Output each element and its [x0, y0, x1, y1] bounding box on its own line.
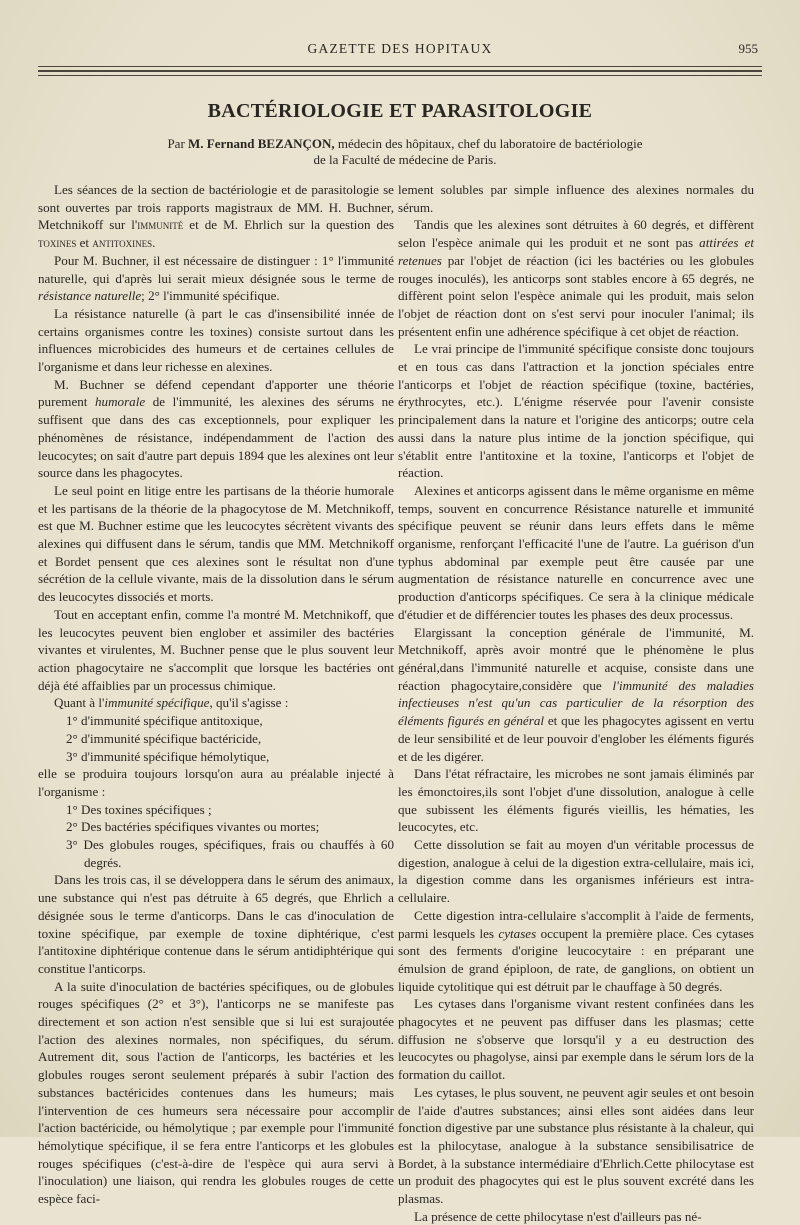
paragraph — [398, 624, 754, 766]
byline — [60, 136, 750, 168]
text: attirées et retenues — [398, 235, 754, 268]
byline-prefix: Par — [167, 136, 185, 151]
text: Quant à l' — [54, 695, 105, 711]
paragraph: A la suite d'inoculation de bactéries spécifiques, ou de globules rouges spécifiques (2° et 3°), l'anticorps ne se manifeste pas directement et son action n'est sensible que si lui est surajoutée l'action des alexines normales, non spécifiques, du sérum. Autrement dit, sous l'action de l'anticorps, les bactéries et les globules rouges seront seulement préparés à subir l'action des substances bactéricides contenues dans les humeurs; mais l'intervention de ces humeurs sera nécessaire pour accomplir l'action bactéricide, ou hémolytique ; par exemple pour l'immunité hémolytique spécifique, il se fera entre l'anticorps et les globules rouges spécifiques (c'est-à-dire de l'espèce qui aura servi à l'inoculation) une liaison, qui rendra les globules rouges de cette espèce faci- — [38, 978, 394, 1207]
paragraph — [38, 252, 394, 305]
header-rule-top — [38, 66, 762, 67]
author-name: M. Fernand BEZANÇON, — [188, 136, 335, 151]
text: antitoxines — [92, 235, 153, 251]
text: Cette digestion intra-cellulaire s'accomplit à l'aide de ferments, parmi lesquels les — [398, 907, 754, 941]
text: toxines — [38, 235, 77, 251]
text: humorale — [94, 394, 146, 410]
paragraph: Alexines et anticorps agissent dans le même organisme en même temps, souvent en concurrence Résistance naturelle et immunité spécifique peuvent se réunir dans leurs effets dans le même organisme, renforçant l'efficacité l'une de l'autre. La guérison d'un typhus abdominal par exemple peut être causée par une augmentation de résistance naturelle en concurrence avec une production d'anticorps spécifiques. Ce sera à la clinique médicale d'étudier et de différencier toutes les phases des deux processus. — [398, 482, 754, 622]
text: et de M. Ehrlich sur la question des — [183, 217, 394, 233]
text: résistance naturelle — [38, 288, 142, 304]
text: immunité spécifique — [104, 695, 210, 711]
paragraph — [38, 694, 394, 712]
text: l'immunité des maladies infectieuses n'est qu'un cas particulier de la résorption des éléments figurés en général — [398, 677, 755, 729]
paragraph: Le seul point en litige entre les partisans de la théorie humorale et les partisans de la théorie de la phagocytose de M. Metchnikoff, est que M. Buchner estime que les leucocytes sécrètent vivants des alexines qui diffusent dans le sérum, tandis que MM. Metchnikoff et Bordet pensent que ces alexines sont le résultat non d'une sécrétion de la cellule vivante, mais de la dissolution dans le sérum des leucocytes dissociés et morts. — [38, 482, 394, 605]
text: ; 2° l'immunité spécifique. — [141, 288, 280, 304]
paragraph: Dans les trois cas, il se développera dans le sérum des animaux, une substance qui n'est pas détruite à 65 degrés, que Ehrlich a désignée sous le terme d'anticorps. Dans le cas d'inoculation de toxine spécifique, par exemple de toxine diphtérique, c'est l'antitoxine diphtérique contenue dans le sérum antidiphtérique qui constitue l'anticorps. — [38, 872, 394, 976]
text: immunité — [137, 217, 184, 233]
header-rule-bottom — [38, 75, 762, 76]
paragraph — [38, 376, 394, 482]
text: . — [152, 235, 156, 251]
paragraph: Les cytases, le plus souvent, ne peuvent agir seules et ont besoin de l'aide d'autres substances; ainsi elles sont aidées dans leur fonction digestive par une substance plus résistante à la chaleur, qui est la philocytase, analogue à la substance sensibilisatrice de Bordet, à la substance intermédiaire d'Ehrlich.Cette philocytase est un produit des phagocytes qui est le plus souvent excrété dans les plasmas. — [398, 1084, 754, 1207]
running-title: GAZETTE DES HOPITAUX — [307, 41, 493, 56]
byline-line-2: de la Faculté de médecine de Paris. — [313, 152, 497, 167]
left-column — [38, 181, 394, 1208]
text: et que les phagocytes agissent en vertu de leur sensibilité et de leur pouvoir d'englober les éléments figurés et de les digérer. — [398, 713, 754, 764]
header-rule-middle — [38, 70, 762, 72]
list-item: 1° Des toxines spécifiques ; — [66, 801, 212, 817]
text: et — [76, 235, 93, 251]
text: occupent la première place. Ces cytases sont des ferments d'origine leucocytaire : en préparant une émulsion de grand épiploon, de rate, de ganglions, on obtient un liquide cytolitique qui est détruit par le chauffage à 50 degrés. — [398, 925, 754, 994]
paragraph: La résistance naturelle (à part le cas d'insensibilité innée de certains organismes contre les toxines) consiste surtout dans les influences microbicides des humeurs et de certaines cellules de l'organisme et dans leur richesse en alexines. — [38, 305, 394, 375]
list-item: 3° d'immunité spécifique hémolytique, — [66, 748, 270, 764]
paragraph: Le vrai principe de l'immunité spécifique consiste donc toujours et en tous cas dans l'attraction et la jonction spéciales entre l'anticorps et l'objet de réaction spécifique (toxine, bactéries, érythrocytes, etc.). L'énigme réservée pour l'avenir consiste principalement dans la nature et l'origine des anticorps; outre cela aussi dans la nature plus intime de la jonction spécifique, qui s'établit entre l'antitoxine et la toxine, l'anticorps et l'objet de réaction. — [398, 341, 754, 481]
paragraph: Les cytases dans l'organisme vivant restent confinées dans les phagocytes et ne peuvent pas diffuser dans les plasmas; cette diffusion ne s'observe que lorsqu'il y a eu destruction des leucocytes ou phagolyse, ainsi par exemple dans le sérum lors de la formation du caillot. — [398, 996, 754, 1083]
text: de l'immunité, les alexines des sérums ne suffisent que dans des cas exceptionnels, pour expliquer les phénomènes de résistance, indépendamment de l'action des leucocytes; on sait d'autre part depuis 1894 que les alexines ont leur source dans les phagocytes. — [38, 394, 394, 481]
author-title: médecin des hôpitaux, chef du laboratoire de bactériologie — [337, 136, 643, 151]
paragraph — [398, 907, 754, 996]
paragraph — [38, 181, 394, 252]
text: par l'objet de réaction (ici les bactéries ou les globules rouges inoculés), les anticorps sont stables encore à 65 degrés, ne diffèrent point selon l'espèce animale qui les produit, mais selon l'objet de réaction dont on s'est servi pour inoculer l'animal; ils présentent enfin une adhérence spécifique à cet objet de réaction. — [398, 252, 754, 339]
list-item: 3° Des globules rouges, spécifiques, frais ou chauffés à 60 degrés. — [66, 837, 394, 870]
paragraph: La présence de cette philocytase n'est d'ailleurs pas né- — [414, 1208, 702, 1224]
list-item: 2° d'immunité spécifique bactéricide, — [66, 730, 262, 746]
byline-line-1 — [60, 136, 750, 152]
list-item: 2° Des bactéries spécifiques vivantes ou mortes; — [66, 819, 320, 835]
text: Elargissant la conception générale de l'immunité, M. Metchnikoff, après avoir montré que le phénomène le plus général,dans l'immunité naturelle et acquise, consiste dans une réaction phagocytaire,considère que — [398, 624, 754, 693]
section-title: BACTÉRIOLOGIE ET PARASITOLOGIE — [207, 100, 593, 122]
text: M. Buchner se défend cependant d'apporter une théorie purement — [38, 376, 394, 410]
text: Tandis que les alexines sont détruites à 60 degrés, et diffèrent selon l'espèce animale qui les produit et ne sont pas — [398, 217, 754, 251]
paragraph: Tout en acceptant enfin, comme l'a montré M. Metchnikoff, que les leucocytes peuvent bien englober et assimiler des bactéries vivantes et virulentes, M. Buchner pense que le plus souvent leur action phagocytaire ne s'accomplit que lorsque les bactéries ont déjà été affaiblies par un processus chimique. — [38, 606, 394, 693]
text: Les séances de la section de bactériologie et de parasitologie se sont ouvertes par trois rapports magistraux de MM. H. Buchner, Metchnikoff sur l' — [38, 182, 394, 233]
paragraph: Dans l'état réfractaire, les microbes ne sont jamais éliminés par les émonctoires,ils sont l'objet d'une dissolution, analogue à celle que subissent les éléments figurés vieillis, les hématies, les leucocytes, etc. — [398, 766, 754, 835]
paragraph: Cette dissolution se fait au moyen d'un véritable processus de digestion, analogue à celui de la digestion extra-cellulaire, mais ici, la digestion comme dans les organismes inférieurs est intra-cellulaire. — [398, 837, 754, 906]
right-column — [398, 181, 754, 1225]
text: cytases — [498, 925, 537, 941]
paragraph: elle se produira toujours lorsqu'on aura au préalable injecté à l'organisme : — [38, 766, 394, 799]
text: , qu'il s'agisse : — [209, 695, 289, 711]
paragraph — [398, 216, 754, 340]
list-item: 1° d'immunité spécifique antitoxique, — [66, 713, 263, 729]
paragraph: lement solubles par simple influence des alexines normales du sérum. — [398, 182, 754, 215]
text: Pour M. Buchner, il est nécessaire de distinguer : 1° l'immunité naturelle, qui d'après lui serait mieux désignée sous le terme de — [38, 252, 394, 286]
page-number: 955 — [738, 41, 758, 56]
